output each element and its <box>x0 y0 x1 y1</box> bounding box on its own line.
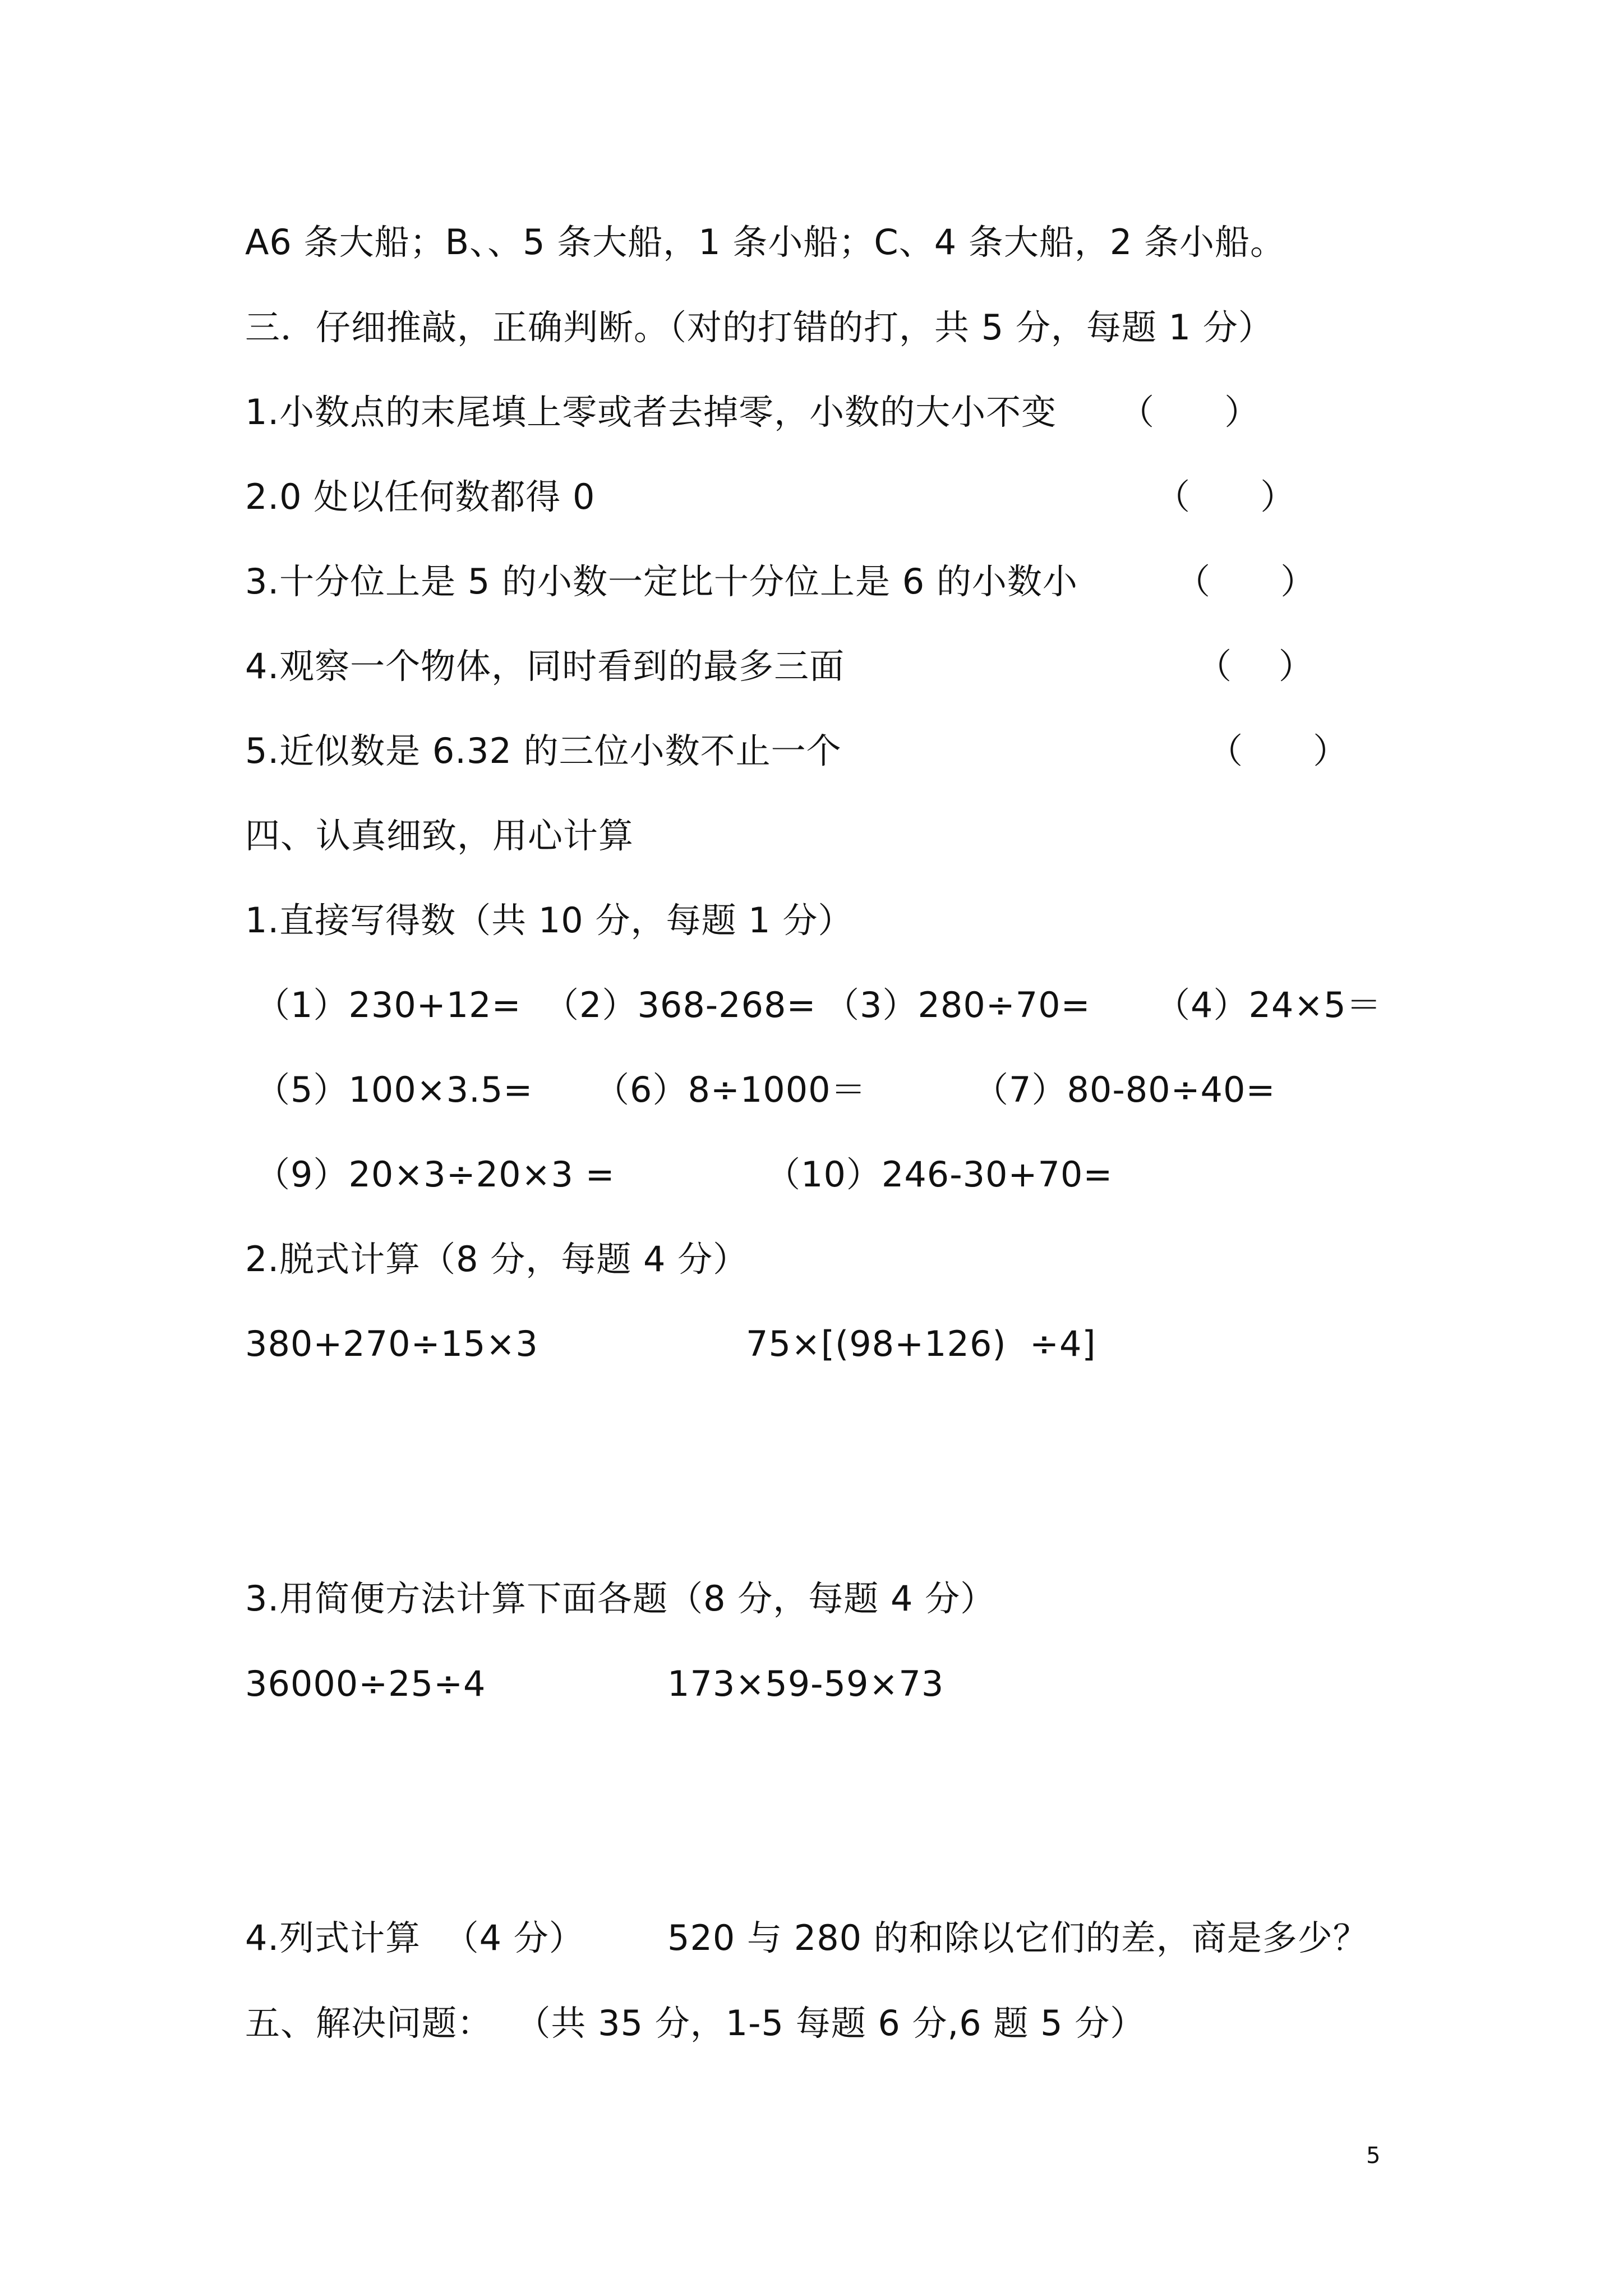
judge-item-4: 4.观察一个物体，同时看到的最多三面 <box>245 646 845 687</box>
judge-item-3-answer-paren: （ ） <box>1175 561 1316 602</box>
judge-item-4-answer-paren: （ ） <box>1197 646 1314 687</box>
oral-calc-q6: （6）8÷1000＝ <box>594 1069 866 1110</box>
section-5-title: 五、解决问题： （共 35 分，1-5 每题 6 分,6 题 5 分） <box>245 2003 1146 2044</box>
calc-2-title: 2.脱式计算（8 分，每题 4 分） <box>245 1239 749 1280</box>
judge-item-2-answer-paren: （ ） <box>1155 476 1296 517</box>
step-calc-a: 380+270÷15×3 <box>245 1323 538 1364</box>
simple-calc-b: 173×59-59×73 <box>667 1663 944 1704</box>
oral-calc-q2: （2）368-268= <box>544 984 817 1025</box>
calc-4-label: 4.列式计算 （4 分） <box>245 1917 584 1958</box>
oral-calc-q4: （4）24×5＝ <box>1155 984 1382 1025</box>
oral-calc-q7: （7）80-80÷40= <box>974 1069 1276 1110</box>
page-number: 5 <box>1366 2143 1381 2169</box>
calc-1-title: 1.直接写得数（共 10 分，每题 1 分） <box>245 900 854 941</box>
oral-calc-q10: （10）246-30+70= <box>766 1154 1113 1195</box>
judge-item-1-answer-paren: （ ） <box>1119 392 1260 432</box>
step-calc-b: 75×[(98+126) ÷4] <box>746 1323 1096 1364</box>
judge-item-5-answer-paren: （ ） <box>1208 730 1349 771</box>
simple-calc-a: 36000÷25÷4 <box>245 1663 486 1704</box>
calc-3-title: 3.用简便方法计算下面各题（8 分，每题 4 分） <box>245 1578 996 1619</box>
judge-item-5: 5.近似数是 6.32 的三位小数不止一个 <box>245 730 842 771</box>
judge-item-3: 3.十分位上是 5 的小数一定比十分位上是 6 的小数小 <box>245 561 1078 602</box>
judge-item-1: 1.小数点的末尾填上零或者去掉零，小数的大小不变 <box>245 392 1057 432</box>
calc-4-question: 520 与 280 的和除以它们的差，商是多少？ <box>667 1917 1368 1958</box>
section-3-title: 三．仔细推敲，正确判断。（对的打错的打，共 5 分，每题 1 分） <box>245 307 1274 348</box>
oral-calc-q9: （9）20×3÷20×3 = <box>255 1154 615 1195</box>
section-4-title: 四、认真细致，用心计算 <box>245 815 634 856</box>
oral-calc-q1: （1）230+12= <box>255 984 522 1025</box>
oral-calc-q3: （3）280÷70= <box>824 984 1091 1025</box>
judge-item-2: 2.0 处以任何数都得 0 <box>245 476 596 517</box>
boat-options-line: A6 条大船；B、、5 条大船，1 条小船；C、4 条大船，2 条小船。 <box>245 222 1286 263</box>
oral-calc-q5: （5）100×3.5= <box>255 1069 533 1110</box>
